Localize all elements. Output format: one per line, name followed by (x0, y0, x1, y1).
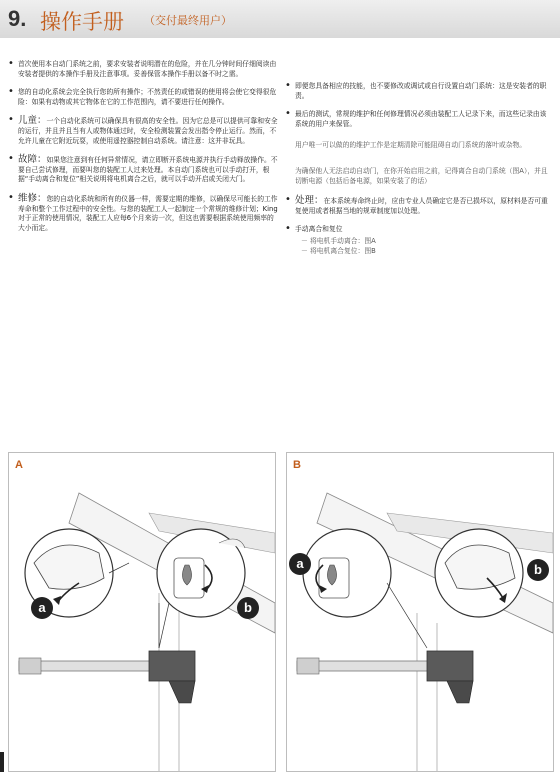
manual-release-heading (285, 225, 553, 235)
callout-b-badge: b (527, 559, 549, 581)
callout-a-badge: a (31, 597, 53, 619)
fault-text: 如果您注意到有任何异常情况，请立即断开系统电源并执行手动释放操作。不要自己尝试修理，而要叫您的装配工人过来处理。本自动门系统也可以手动打开，根据“手动离合和复位”相关说明将电机离合之后，就可以手动开启或关闭大门。 (18, 156, 278, 184)
disposal-text: 在本系统寿命终止时，应由专业人员确定它是否已损坏以，原材料是否可重复使用或者根据当地的规章制度加以处理。 (295, 197, 548, 215)
children-paragraph (8, 116, 278, 146)
page-subtitle: （交付最终用户） (144, 14, 232, 27)
intro-text: 首次使用本自动门系统之前，要求安装者说明潜在的危险，并在几分钟时间仔细阅读由安装者提供的本操作手册及注意事项。妥善保管本操作手册以备不时之需。 (18, 60, 277, 78)
records-paragraph (285, 110, 553, 129)
maintenance-text: 您的自动化系统和所有的仪器一样，需要定期的维修，以确保尽可能长的工作寿命和整个工作过程中的安全性。与您的装配工人一起制定一个常规的维修计划；King对于正常的使用情况，装配工人应每6个月来访一次，但这也需要根据系统使用频率的大小而定。 (18, 194, 278, 232)
disposal-lead: 处理： (295, 195, 324, 207)
figure-b-label: B (293, 459, 301, 471)
callout-b-badge: b (237, 597, 259, 619)
page-edge-marker (0, 752, 4, 772)
safety-text: 为确保他人无法启动自动门，在你开始启用之前，记得离合自动门系统（图A），并且切断电源（包括后备电源，如果安装了的话） (295, 166, 548, 185)
cleaning-text: 用户唯一可以做的的维护工作是定期清除可能阻碍自动门系统的落叶或杂物。 (295, 141, 527, 150)
left-column (8, 60, 278, 242)
header-band (0, 0, 560, 38)
page-title: 操作手册 (40, 10, 124, 34)
section-number: 9. (8, 6, 27, 31)
children-text: 一个自动化系统可以确保具有很高的安全性。因为它总是可以提供可靠和安全的运行，并且并且当有人或物体通过时，安全检测装置会发出指令停止运行。然而，不允许儿童在它附近玩耍，或使用遥控器控制自动系统。请注意：这并非玩具。 (18, 117, 278, 145)
records-text: 最后的测试，常规的维护和任何修理情况必须由装配工人记录下来，而这些记录由该系统的用户来保管。 (295, 110, 547, 128)
safety-paragraph (285, 167, 553, 186)
children-lead: 儿童： (18, 115, 47, 127)
fault-lead: 故障： (18, 154, 47, 166)
callout-a-badge: a (289, 553, 311, 575)
figure-b (286, 452, 554, 772)
figure-b-illustration (287, 453, 553, 771)
maintenance-lead: 维修： (18, 192, 47, 204)
no-modify-paragraph (285, 82, 553, 101)
figure-a (8, 452, 276, 772)
no-modify-text: 即便您具备相应的技能，也不要修改或调试或自行设置自动门系统：这是安装者的职责。 (295, 82, 547, 100)
figure-a-label: A (15, 459, 23, 471)
manual-release-text: 手动离合和复位 (295, 225, 343, 234)
cleaning-paragraph (285, 141, 553, 151)
manual-release-step-b: － 将电机离合复位：图B (301, 246, 376, 255)
manual-release-step-a: － 将电机手动离合：图A (301, 236, 376, 245)
maintenance-paragraph (8, 194, 278, 233)
usage-text: 您的自动化系统会完全执行您的所有操作；不然责任的或错误的使用将会使它变得很危险：如果有动物或其它物体在它的工作范围内，请不要进行任何操作。 (18, 88, 277, 106)
fault-paragraph (8, 155, 278, 185)
right-column (285, 82, 553, 256)
disposal-paragraph (285, 196, 553, 216)
intro-paragraph (8, 60, 278, 79)
usage-paragraph (8, 88, 278, 107)
